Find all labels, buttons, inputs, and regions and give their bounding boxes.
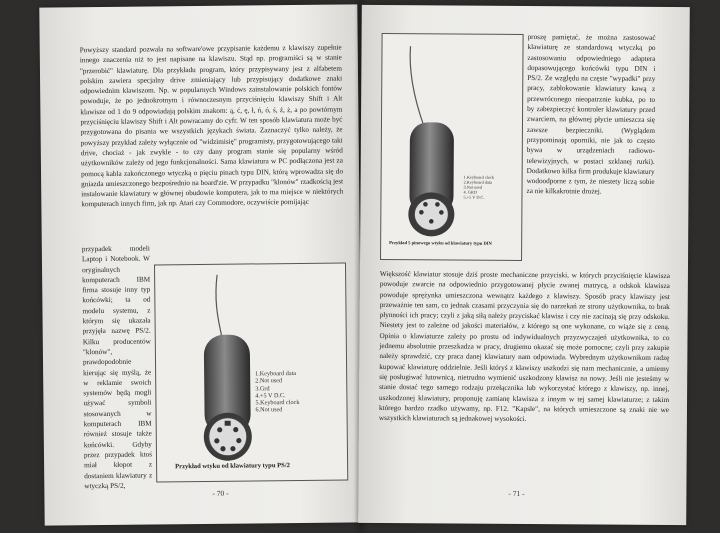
din-legend (463, 175, 494, 200)
legend-item: 1.Keyboard data (255, 370, 297, 378)
ps2-legend (255, 370, 299, 414)
right-page (358, 5, 690, 525)
right-top-column: proszę pamiętać, że można zastosować klawiaturę ze standardową wtyczką po zastosowaniu odpowiedniego adaptera dopasowującego końcówki typu DIN i PS/2. Ze względu na częste "wypadki" przy pracy, zablokowanie klawiatury kawą z przewróconego nieopatrznie kubka, po to by zabezpieczyć kontroler klawiatury przed zwarciem, na głównej płycie umieszcza się zawsze bezpieczniki. (Wyglądem przypominają oporniki, nie jak to często bywa w urządzeniach radiowo-telewizyjnych, w postaci szklanej rurki). Dodatkowo kilka firm produkuje klawiatury wodoodporne z tym, że niestety liczą sobie za nie kilkakrotnie drożej. (526, 33, 656, 196)
legend-item: 6.Not used (255, 406, 283, 414)
ps2-figure (154, 262, 348, 482)
left-body-text: Powyższy standard pozwala na software'owe przypisanie każdemu z klawiszy zupełnie innego znaczenia niż to jest napisane na klawiszu. Stąd np. programiści są w stanie "przerobić" klawiaturę. Dla przykładu program, który przypisywany jest z alfabetem polskim zawiera specjalny drive zmieniający lub przypisujący dodatkowe znaki odpowiednim klawiszom. Np. w popularnych Windows zainstalowanie polskich fontów powoduje, że po jednokrotnym i równoczesnym przyciśnięciu klawiszy Shift i Alt klawisze od 1 do 9 odpowiadają polskim znakom: ą, ć, ę, ł, ń, ó, ś, ź, ż, a po powtórnym przyciśnięciu klawiszy Shift i Alt powracamy do cyfr. W ten sposób klawiatura może być przygotowana do pisania we wszystkich językach świata. Zaznaczyć tylko należy, że powyższy przykład zależy wyłącznie od "widzimisię" programisty, przygotowującego taki drive, chociaż - jak zwykle - to czy dany program stanie się popularny wśród użytkowników zależy od jego funkcjonalności. Sama klawiatura w PC podłączona jest za pomocą kabla zakończonego wtyczką o pięciu pinach typu DIN, którą wprowadza się do gniazda umieszczonego bezpośrednio na board'zie. W przypadku "klonów" rzadkością jest instalowanie klawiatury w głównej obudowie komputera, jak to ma miejsce w niektórych komputerach innych firm, jak np. Atari czy Commodore, oczywiście pomijając (79, 43, 344, 209)
right-body-text: Większość klawiatur stosuje dziś proste mechaniczne przyciski, w których przyciśnięcie klawisza powoduje zwarcie na odpowiednio przygotowanej płycie zwanej matrycą, a odskok klawisza powoduje sprężynka umieszczona wewnątrz każdego z klawiszy. Sposób pracy klawiszy jest przeważnie ten sam, co jednak czasami przyczynia się do narzekań ze strony użytkownika, to brak płynności ich pracy; czyli z jaką siłą należy przyciskać klawisz i czy nie zacinają się przy odskoku. Niestety jest to zależne od jakości materiałów, z którego są one wykonane, co wiąże się z ceną. Opinia o klawiaturze zależy po prostu od indywidualnych przyzwyczajeń użytkownika, to co jednemu absolutnie przeszkadza w pracy, drugiemu okazać się może pomocne; czyli przy zakupie należy sprawdzić, czy praca danej klawiatury nam odpowiada. Wybrednym użytkownikom radzę kupować klawiaturę oddzielnie. Jeśli któryś z klawiszy uszkodzi się nam mechanicznie, a umiemy się posługiwać lutownicą, nietrudno wymienić uszkodzony klawisz na nowy. Jeśli nie jesteśmy w stanie dostać tego samego rodzaju przełącznika lub wykorzystać którego z klawiszy, np. innej, uszkodzonej klawiatury, proponuję zamianę klawisza z innym w tej samej klawiaturze; z takim którego bardzo rzadko używamy, np. F12. "Kapsle", na których umieszczone są znaki nie we wszystkich klawiaturach są jednakowej wysokości. (378, 269, 670, 424)
legend-item: 3.Not used (463, 184, 483, 190)
din-figure (380, 33, 524, 261)
legend-item: 2.Keyboard data (463, 179, 493, 185)
legend-item: 5.+5 V D.C. (463, 194, 485, 200)
right-page-number: - 71 - (508, 488, 525, 499)
legend-item: 4. GRD (463, 189, 477, 195)
legend-item: 3.Grd (255, 384, 270, 393)
left-page-number: - 70 - (212, 488, 229, 498)
legend-item: 2.Not used (255, 377, 283, 385)
ps2-figure-caption: Przykład wtyku od klawiatury typu PS/2 (175, 462, 291, 471)
ps2-connector-illustration (155, 263, 347, 481)
din-figure-caption: Przykład 5 pinowego wtyku od klawiatury typu DIN (389, 240, 492, 246)
left-page (39, 4, 362, 525)
legend-item: 5.Keyboard clock (255, 399, 300, 407)
left-narrow-column: przypadek modeli Laptop i Notebook. W oryginalnych komputerach IBM firma stosuje inny typ końcówki; ta od modelu systemu, z którym się ukazała przyjęła nazwę PS/2. Kilku producentów "klonów", prawdopodobnie kierując się myślą, że w reklamie swoich systemów będą mogli używać symboli stosowanych w komputerach IBM również stosuje także końcówki. Gdyby przez przypadek ktoś miał kłopot z dostaniem klawiatury z wtyczką PS/2, (81, 244, 153, 491)
legend-item: 4.+5 V D.C. (255, 392, 286, 400)
din-connector-illustration (381, 34, 523, 260)
legend-item: 1.Keyboard clock (463, 174, 495, 180)
